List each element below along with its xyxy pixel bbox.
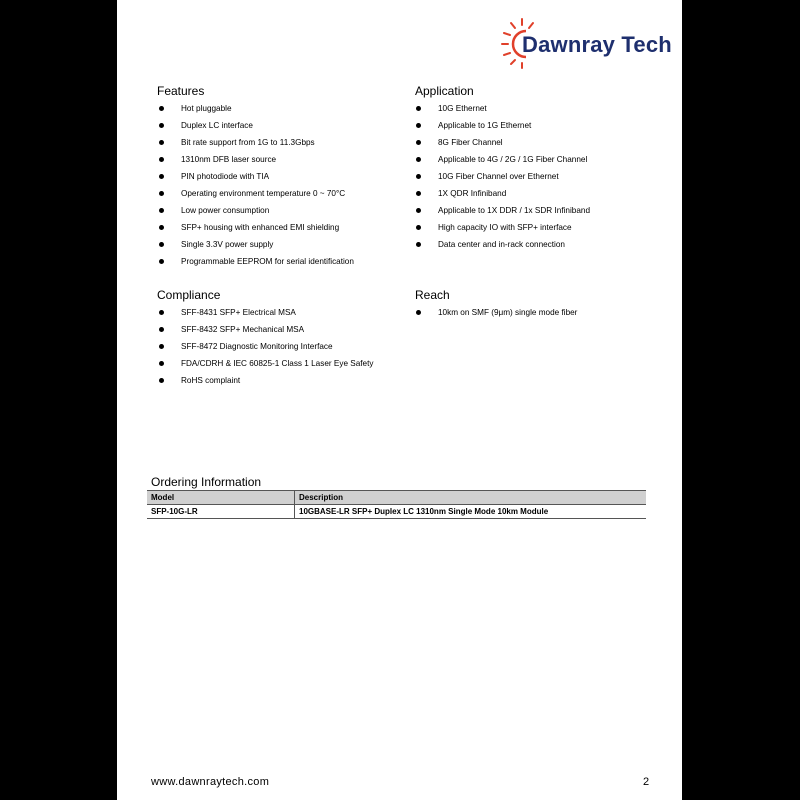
bullet-icon [159,191,164,196]
list-item: SFF-8431 SFP+ Electrical MSA [157,304,373,321]
list-item: Data center and in-rack connection [414,236,590,253]
column-header-model: Model [147,491,295,505]
compliance-title: Compliance [157,288,221,302]
bullet-icon [159,208,164,213]
list-item: High capacity IO with SFP+ interface [414,219,590,236]
list-item: Applicable to 1G Ethernet [414,117,590,134]
bullet-icon [416,191,421,196]
features-list [157,100,354,270]
list-item: Bit rate support from 1G to 11.3Gbps [157,134,354,151]
list-item: SFF-8472 Diagnostic Monitoring Interface [157,338,373,355]
list-item: Single 3.3V power supply [157,236,354,253]
column-header-description: Description [295,491,647,505]
bullet-icon [416,225,421,230]
list-item: PIN photodiode with TIA [157,168,354,185]
compliance-list [157,304,373,389]
list-item: 10km on SMF (9μm) single mode fiber [414,304,577,321]
list-item: Applicable to 1X DDR / 1x SDR Infiniband [414,202,590,219]
list-item: Duplex LC interface [157,117,354,134]
logo-text: Dawnray Tech [522,32,672,57]
list-item: 1X QDR Infiniband [414,185,590,202]
bullet-icon [159,140,164,145]
page-number: 2 [643,776,650,788]
application-list [414,100,590,253]
features-title: Features [157,84,205,98]
list-item: SFP+ housing with enhanced EMI shielding [157,219,354,236]
bullet-icon [416,140,421,145]
list-item: 10G Ethernet [414,100,590,117]
list-item: FDA/CDRH & IEC 60825-1 Class 1 Laser Eye Safety [157,355,373,372]
list-item: 8G Fiber Channel [414,134,590,151]
bullet-icon [159,157,164,162]
bullet-icon [159,242,164,247]
list-item: 10G Fiber Channel over Ethernet [414,168,590,185]
bullet-icon [159,310,164,315]
bullet-icon [159,174,164,179]
list-item: SFF-8432 SFP+ Mechanical MSA [157,321,373,338]
table-header-row [147,491,646,505]
bullet-icon [159,123,164,128]
list-item: Programmable EEPROM for serial identification [157,253,354,270]
list-item: RoHS complaint [157,372,373,389]
bullet-icon [159,106,164,111]
list-item: Hot pluggable [157,100,354,117]
bullet-icon [416,174,421,179]
list-item: Operating environment temperature 0 ~ 70°C [157,185,354,202]
document-page [117,0,682,800]
reach-list [414,304,577,321]
cell-description: 10GBASE-LR SFP+ Duplex LC 1310nm Single Mode 10km Module [295,505,647,519]
bullet-icon [159,361,164,366]
ordering-table [147,490,646,519]
cell-model: SFP-10G-LR [147,505,295,519]
table-row [147,505,646,519]
application-title: Application [415,84,474,98]
bullet-icon [159,344,164,349]
bullet-icon [159,378,164,383]
reach-title: Reach [415,288,450,302]
footer-url[interactable]: www.dawnraytech.com [151,776,270,788]
bullet-icon [416,310,421,315]
bullet-icon [159,225,164,230]
bullet-icon [416,123,421,128]
bullet-icon [416,157,421,162]
bullet-icon [416,208,421,213]
bullet-icon [416,106,421,111]
bullet-icon [159,327,164,332]
list-item: Low power consumption [157,202,354,219]
company-logo [500,14,675,70]
list-item: 1310nm DFB laser source [157,151,354,168]
bullet-icon [416,242,421,247]
ordering-title: Ordering Information [151,475,262,489]
list-item: Applicable to 4G / 2G / 1G Fiber Channel [414,151,590,168]
bullet-icon [159,259,164,264]
